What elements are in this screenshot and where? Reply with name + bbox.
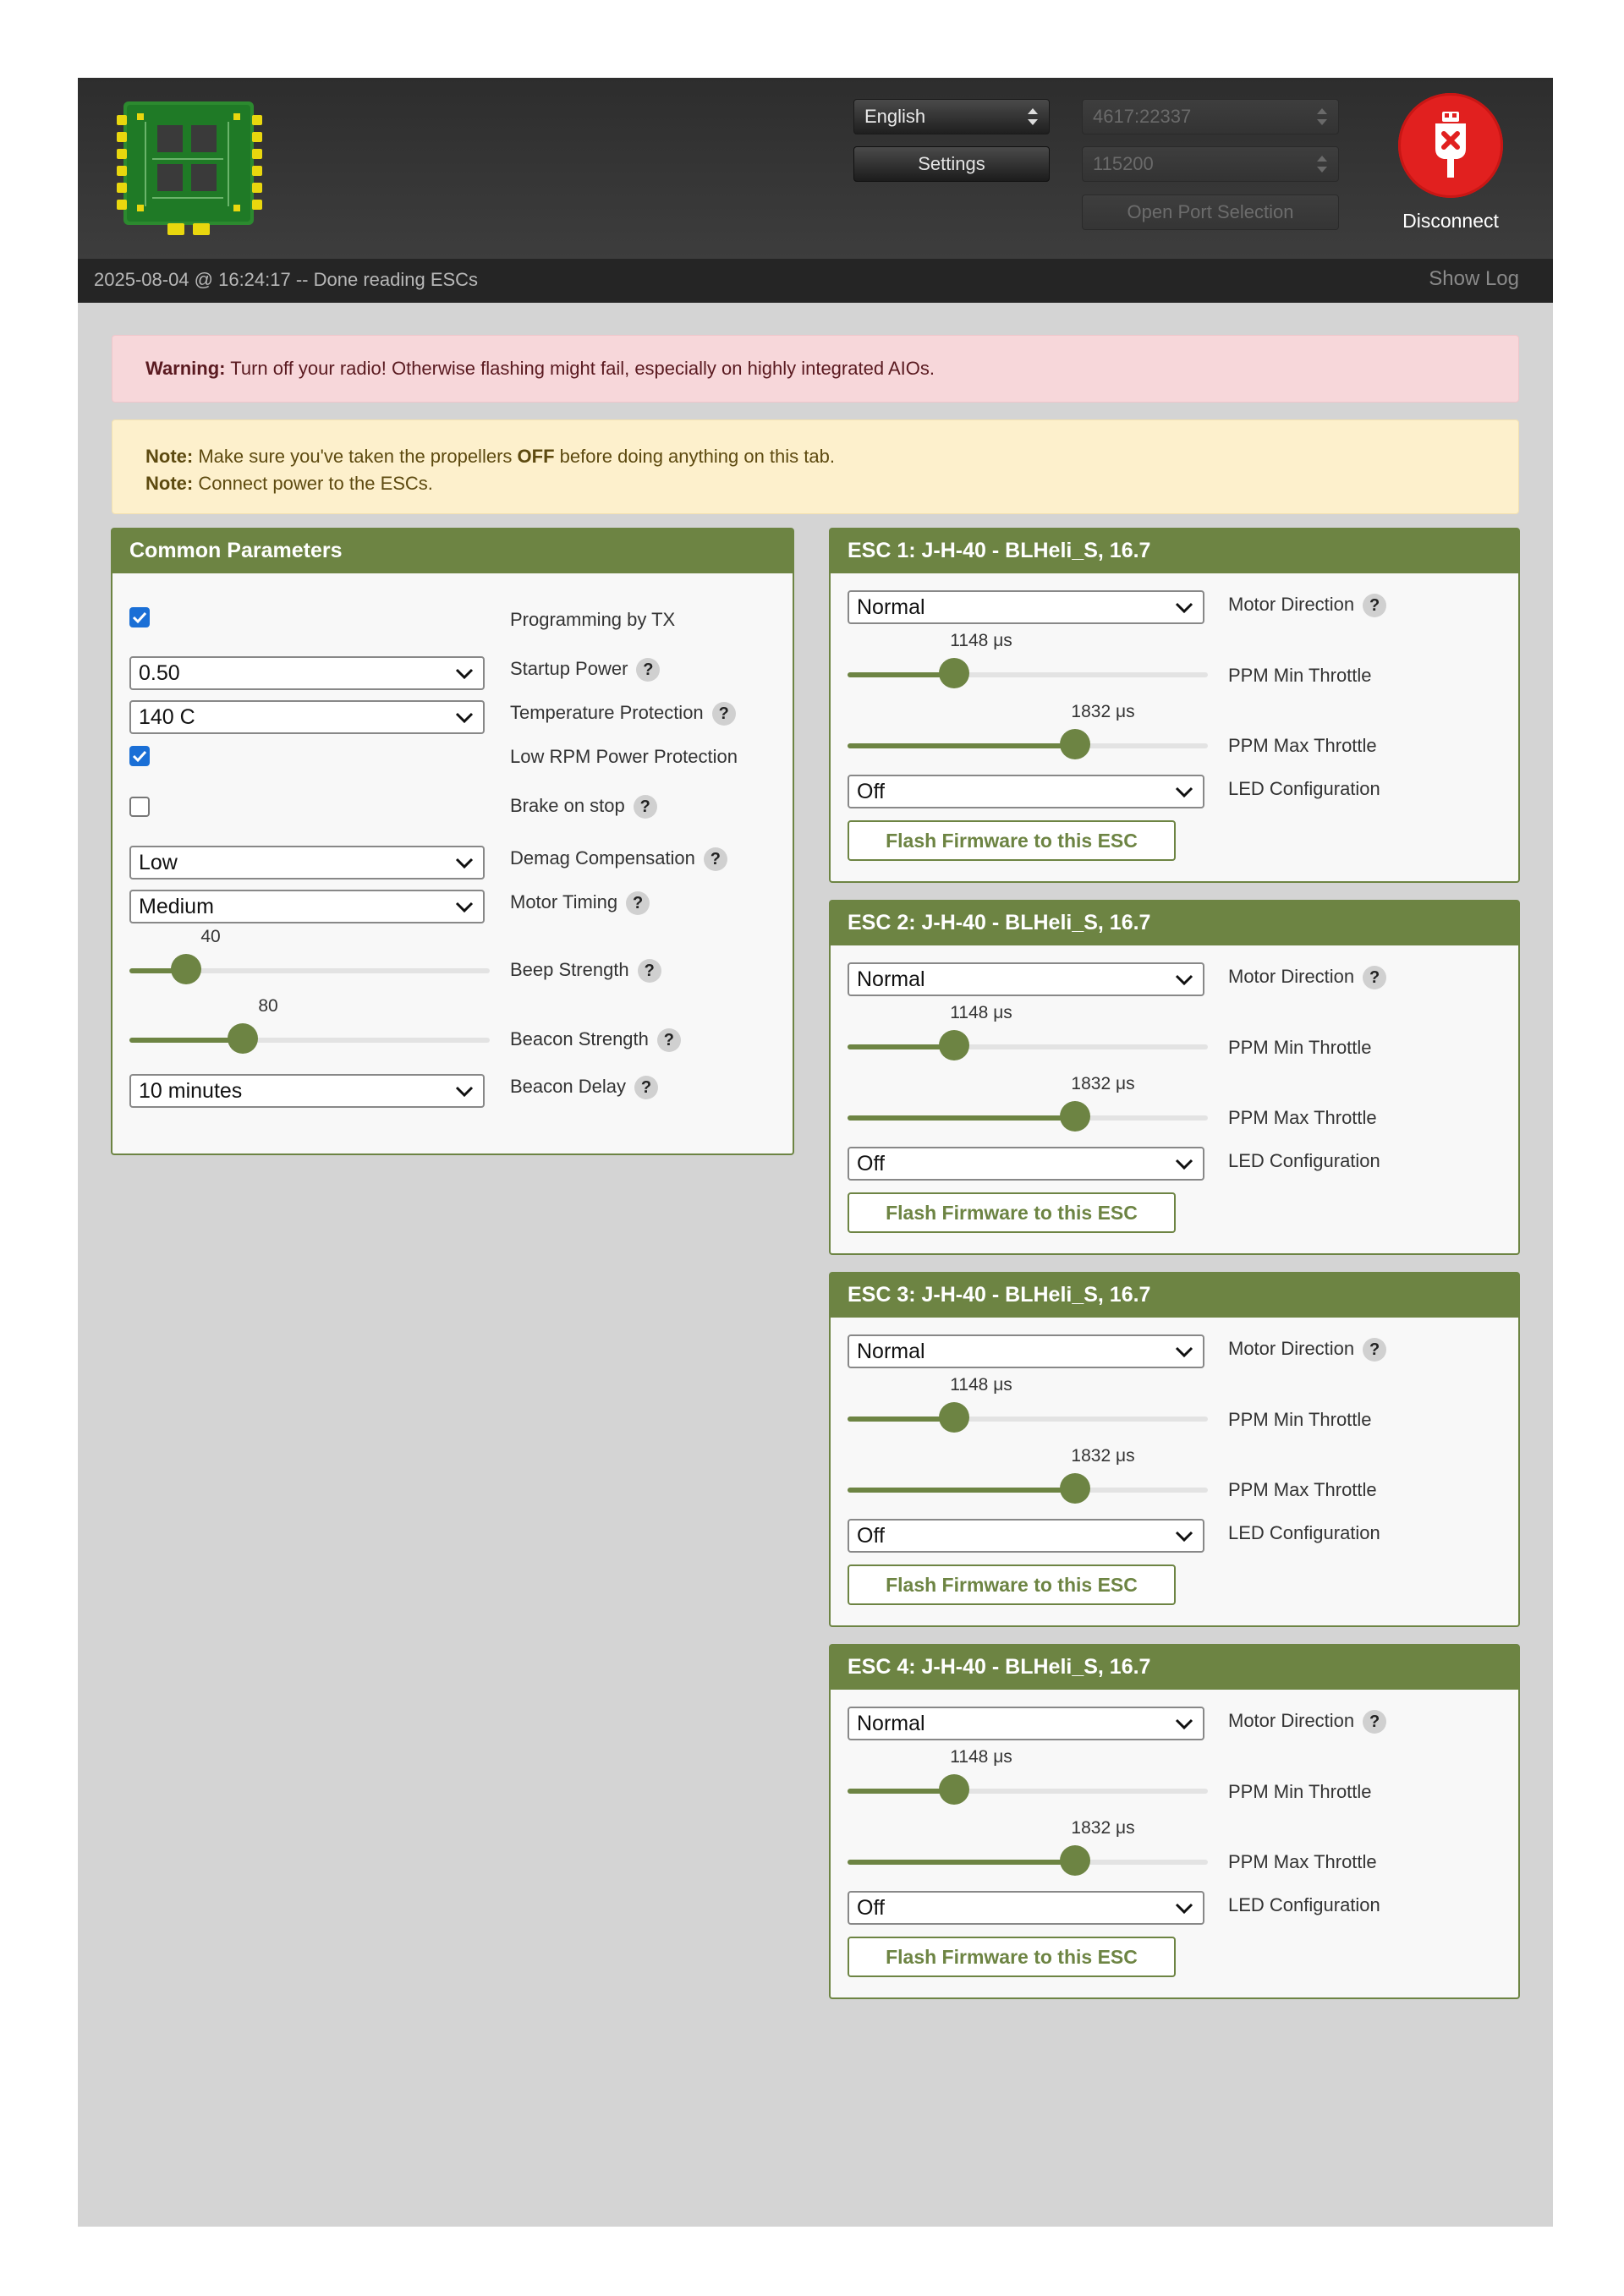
- ppm-min-label: PPM Min Throttle: [1228, 1781, 1372, 1802]
- motor-direction-select[interactable]: Normal: [848, 962, 1204, 996]
- ppm-min-label: PPM Min Throttle: [1228, 665, 1372, 686]
- help-icon[interactable]: ?: [1363, 966, 1386, 989]
- updown-arrows-icon: [1316, 153, 1328, 175]
- brake-on-stop-label: Brake on stop ?: [510, 795, 657, 819]
- help-icon[interactable]: ?: [1363, 1710, 1386, 1734]
- warning-prefix: Warning:: [145, 358, 226, 379]
- chevron-down-icon: [454, 898, 475, 915]
- baud-select[interactable]: [1082, 146, 1339, 182]
- help-icon[interactable]: ?: [634, 1076, 658, 1099]
- led-configuration-select[interactable]: Off: [848, 775, 1204, 808]
- esc-title: ESC 1: J-H-40 - BLHeli_S, 16.7: [831, 529, 1518, 573]
- slider-thumb[interactable]: [228, 1023, 258, 1054]
- ppm-min-value: 1148 μs: [950, 1003, 1012, 1022]
- demag-compensation-label: Demag Compensation ?: [510, 847, 727, 871]
- slider-thumb[interactable]: [939, 1774, 969, 1805]
- beacon-strength-value: 80: [258, 996, 278, 1016]
- chevron-down-icon: [1174, 783, 1194, 800]
- chevron-down-icon: [1174, 1155, 1194, 1172]
- warning-text: Turn off your radio! Otherwise flashing might fail, especially on highly integrated AIOs.: [225, 358, 935, 379]
- chevron-down-icon: [454, 665, 475, 682]
- ppm-max-label: PPM Max Throttle: [1228, 1107, 1377, 1128]
- startup-power-label: Startup Power ?: [510, 658, 660, 682]
- checkmark-icon: [129, 607, 150, 627]
- ppm-max-slider[interactable]: [848, 729, 1208, 763]
- slider-thumb[interactable]: [939, 1030, 969, 1060]
- esc-title: ESC 4: J-H-40 - BLHeli_S, 16.7: [831, 1646, 1518, 1690]
- app-window: [78, 78, 1553, 2227]
- brake-on-stop-checkbox[interactable]: [129, 797, 150, 817]
- temperature-protection-select[interactable]: 140 C: [129, 700, 485, 734]
- ppm-max-slider[interactable]: [848, 1845, 1208, 1879]
- beep-strength-slider[interactable]: [129, 954, 490, 988]
- ppm-max-label: PPM Max Throttle: [1228, 1479, 1377, 1500]
- esc-title: ESC 2: J-H-40 - BLHeli_S, 16.7: [831, 901, 1518, 945]
- motor-direction-label: Motor Direction ?: [1228, 594, 1386, 617]
- ppm-max-value: 1832 μs: [1071, 702, 1135, 721]
- flash-firmware-button[interactable]: Flash Firmware to this ESC: [848, 820, 1176, 861]
- help-icon[interactable]: ?: [1363, 1338, 1386, 1362]
- beep-strength-value: 40: [200, 927, 221, 946]
- chevron-down-icon: [1174, 971, 1194, 988]
- esc-title: ESC 3: J-H-40 - BLHeli_S, 16.7: [831, 1274, 1518, 1318]
- slider-thumb[interactable]: [939, 1402, 969, 1433]
- chevron-down-icon: [454, 709, 475, 726]
- programming-by-tx-label: Programming by TX: [510, 609, 676, 630]
- beacon-delay-label: Beacon Delay ?: [510, 1076, 658, 1099]
- led-configuration-label: LED Configuration: [1228, 778, 1380, 799]
- slider-thumb[interactable]: [939, 658, 969, 688]
- slider-thumb[interactable]: [1060, 1845, 1090, 1876]
- help-icon[interactable]: ?: [638, 959, 661, 983]
- panel-title: Common Parameters: [112, 529, 793, 573]
- led-configuration-label: LED Configuration: [1228, 1522, 1380, 1543]
- motor-timing-select[interactable]: Medium: [129, 890, 485, 923]
- ppm-min-slider[interactable]: [848, 658, 1208, 692]
- ppm-min-value: 1148 μs: [950, 631, 1012, 650]
- motor-direction-label: Motor Direction ?: [1228, 1338, 1386, 1362]
- chevron-down-icon: [1174, 599, 1194, 616]
- esc-panel-2: [829, 900, 1520, 1255]
- ppm-min-label: PPM Min Throttle: [1228, 1409, 1372, 1430]
- esc-panel-1: [829, 528, 1520, 883]
- led-configuration-label: LED Configuration: [1228, 1894, 1380, 1915]
- demag-compensation-select[interactable]: Low: [129, 846, 485, 879]
- note-alert: [112, 419, 1519, 514]
- temperature-protection-label: Temperature Protection ?: [510, 702, 736, 726]
- slider-thumb[interactable]: [1060, 1101, 1090, 1132]
- startup-power-select[interactable]: 0.50: [129, 656, 485, 690]
- motor-timing-label: Motor Timing ?: [510, 891, 650, 915]
- slider-thumb[interactable]: [1060, 729, 1090, 759]
- common-parameters-panel: [111, 528, 794, 1155]
- help-icon[interactable]: ?: [1363, 594, 1386, 617]
- flash-firmware-button[interactable]: Flash Firmware to this ESC: [848, 1937, 1176, 1977]
- beacon-strength-slider[interactable]: [129, 1023, 490, 1057]
- motor-direction-select[interactable]: Normal: [848, 1334, 1204, 1368]
- ppm-max-label: PPM Max Throttle: [1228, 735, 1377, 756]
- updown-arrows-icon: [1316, 106, 1328, 128]
- status-bar: [78, 259, 1553, 303]
- help-icon[interactable]: ?: [657, 1028, 681, 1052]
- ppm-min-label: PPM Min Throttle: [1228, 1037, 1372, 1058]
- disconnect-label: Disconnect: [1402, 210, 1499, 232]
- baud-value: 115200: [1093, 153, 1154, 174]
- status-message: 2025-08-04 @ 16:24:17 -- Done reading ESCs: [94, 269, 479, 290]
- esc-board-logo-icon: [115, 96, 267, 238]
- settings-button[interactable]: Settings: [853, 146, 1050, 182]
- show-log-link[interactable]: Show Log: [1429, 267, 1519, 290]
- esc-panel-3: [829, 1272, 1520, 1627]
- ppm-min-slider[interactable]: [848, 1774, 1208, 1808]
- low-rpm-power-protection-label: Low RPM Power Protection: [510, 746, 738, 767]
- chevron-down-icon: [1174, 1527, 1194, 1544]
- ppm-max-slider[interactable]: [848, 1473, 1208, 1507]
- note-propellers: Note: Make sure you've taken the propellers OFF before doing anything on this tab.: [145, 446, 835, 467]
- ppm-min-value: 1148 μs: [950, 1747, 1012, 1767]
- chevron-down-icon: [1174, 1343, 1194, 1360]
- disconnect-button[interactable]: [1396, 93, 1506, 238]
- ppm-max-value: 1832 μs: [1071, 1818, 1135, 1838]
- open-port-selection-button[interactable]: Open Port Selection: [1082, 195, 1339, 230]
- ppm-max-value: 1832 μs: [1071, 1074, 1135, 1093]
- chevron-down-icon: [1174, 1715, 1194, 1732]
- motor-direction-select[interactable]: Normal: [848, 1707, 1204, 1740]
- motor-direction-label: Motor Direction ?: [1228, 966, 1386, 989]
- beacon-strength-label: Beacon Strength ?: [510, 1028, 681, 1052]
- help-icon[interactable]: ?: [634, 795, 657, 819]
- help-icon[interactable]: ?: [626, 891, 650, 915]
- header-bar: [78, 78, 1553, 259]
- note-power: Note: Connect power to the ESCs.: [145, 473, 433, 494]
- led-configuration-label: LED Configuration: [1228, 1150, 1380, 1171]
- updown-arrows-icon: [1027, 106, 1039, 128]
- flash-firmware-button[interactable]: Flash Firmware to this ESC: [848, 1564, 1176, 1605]
- ppm-min-slider[interactable]: [848, 1030, 1208, 1064]
- help-icon[interactable]: ?: [636, 658, 660, 682]
- usb-disconnect-icon: [1398, 93, 1503, 198]
- ppm-min-value: 1148 μs: [950, 1375, 1012, 1395]
- chevron-down-icon: [454, 1082, 475, 1099]
- warning-alert: [112, 335, 1519, 403]
- motor-direction-label: Motor Direction ?: [1228, 1710, 1386, 1734]
- checkmark-icon: [129, 746, 150, 766]
- slider-thumb[interactable]: [171, 954, 201, 984]
- ppm-min-slider[interactable]: [848, 1402, 1208, 1436]
- motor-direction-select[interactable]: Normal: [848, 590, 1204, 624]
- esc-panel-4: [829, 1644, 1520, 1999]
- language-value: English: [864, 106, 926, 127]
- help-icon[interactable]: ?: [712, 702, 736, 726]
- ppm-max-label: PPM Max Throttle: [1228, 1851, 1377, 1872]
- chevron-down-icon: [1174, 1899, 1194, 1916]
- slider-thumb[interactable]: [1060, 1473, 1090, 1504]
- flash-firmware-button[interactable]: Flash Firmware to this ESC: [848, 1192, 1176, 1233]
- led-configuration-select[interactable]: Off: [848, 1519, 1204, 1553]
- beep-strength-label: Beep Strength ?: [510, 959, 661, 983]
- port-select[interactable]: [1082, 99, 1339, 134]
- language-select[interactable]: [853, 99, 1050, 134]
- help-icon[interactable]: ?: [704, 847, 727, 871]
- ppm-max-slider[interactable]: [848, 1101, 1208, 1135]
- ppm-max-value: 1832 μs: [1071, 1446, 1135, 1466]
- chevron-down-icon: [454, 854, 475, 871]
- port-value: 4617:22337: [1093, 106, 1192, 127]
- beacon-delay-select[interactable]: 10 minutes: [129, 1074, 485, 1108]
- low-rpm-power-protection-checkbox[interactable]: [129, 746, 150, 766]
- led-configuration-select[interactable]: Off: [848, 1147, 1204, 1181]
- led-configuration-select[interactable]: Off: [848, 1891, 1204, 1925]
- programming-by-tx-checkbox[interactable]: [129, 607, 150, 627]
